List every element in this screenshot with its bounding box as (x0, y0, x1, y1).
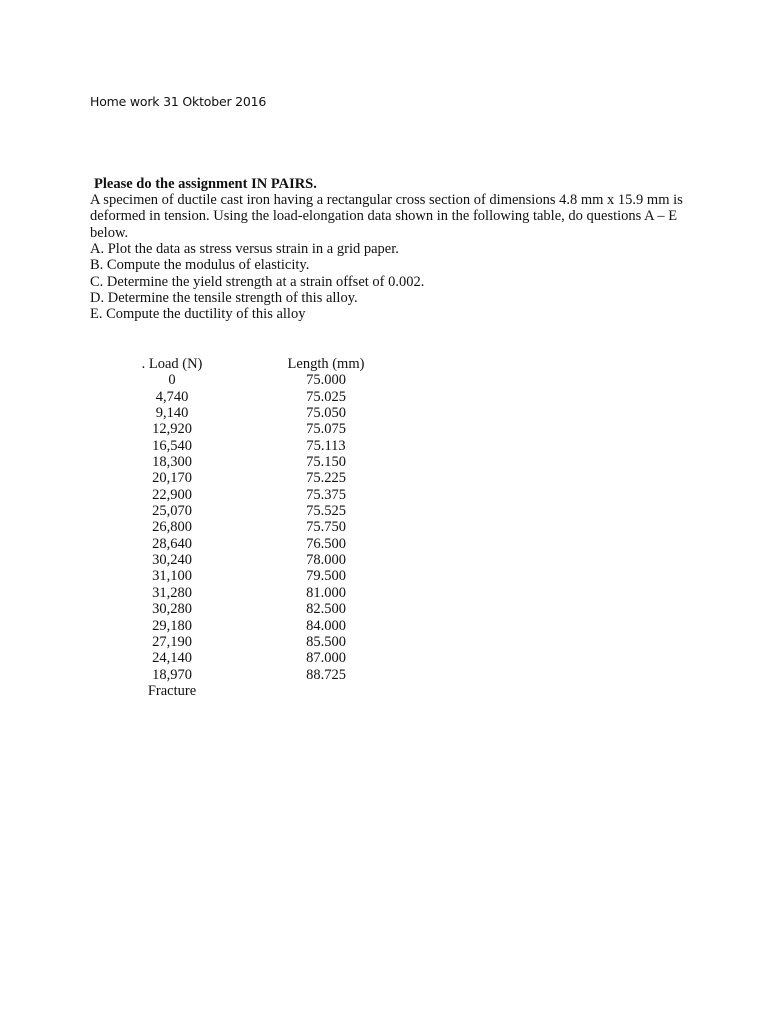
load-cell: 16,540 (152, 437, 192, 454)
question-b: B. Compute the modulus of elasticity. (90, 257, 310, 274)
load-cell: 18,300 (152, 454, 192, 471)
fracture-label: Fracture (147, 682, 197, 699)
load-cell: 12,920 (152, 421, 192, 438)
load-cell: 25,070 (152, 503, 192, 520)
length-cell: 75.225 (306, 470, 346, 487)
length-cell: 88.725 (306, 666, 346, 683)
load-header: . Load (N) (141, 356, 203, 372)
length-cell: 75.050 (306, 405, 346, 422)
length-cell: 75.025 (306, 388, 346, 405)
length-cell: 75.375 (306, 486, 346, 503)
load-cell: 27,190 (152, 633, 192, 650)
length-header: Length (mm) (287, 356, 365, 372)
load-cell: 4,740 (155, 388, 189, 405)
load-cell: 22,900 (152, 486, 192, 503)
question-d: D. Determine the tensile strength of this alloy. (90, 290, 358, 307)
length-column (266, 356, 386, 683)
length-cell: 75.113 (306, 437, 346, 454)
length-cell: 78.000 (306, 552, 346, 569)
load-cell: 30,280 (152, 601, 192, 618)
question-a: A. Plot the data as stress versus strain in a grid paper. (90, 241, 399, 258)
load-cell: 0 (168, 372, 176, 389)
paragraph-line: below. (90, 224, 129, 241)
load-cell: 28,640 (152, 535, 192, 552)
question-c: C. Determine the yield strength at a strain offset of 0.002. (90, 273, 425, 290)
length-cell: 79.500 (306, 568, 346, 585)
paragraph-line: A specimen of ductile cast iron having a rectangular cross section of dimensions 4.8 mm x 15.9 mm is (90, 192, 683, 208)
question-e: E. Compute the ductility of this alloy (90, 306, 306, 323)
length-cell: 75.150 (306, 454, 346, 471)
length-cell: 75.000 (306, 372, 346, 389)
length-cell: 75.075 (306, 421, 346, 438)
load-cell: 24,140 (152, 650, 192, 667)
load-cell: 31,100 (152, 568, 192, 585)
length-cell: 85.500 (306, 633, 346, 650)
length-cell: 81.000 (306, 584, 346, 601)
load-cell: 31,280 (152, 584, 192, 601)
homework-heading: Home work 31 Oktober 2016 (90, 94, 267, 109)
length-cell: 84.000 (306, 617, 346, 634)
load-cell: 18,970 (152, 666, 192, 683)
paragraph-line: deformed in tension. Using the load-elongation data shown in the following table, do questions A – E (90, 208, 678, 225)
instructions-line: Please do the assignment IN PAIRS. (94, 176, 317, 192)
length-cell: 82.500 (306, 601, 346, 618)
load-cell: 20,170 (152, 470, 192, 487)
length-cell: 87.000 (306, 650, 346, 667)
load-cell: 29,180 (152, 617, 192, 634)
length-cell: 76.500 (306, 535, 346, 552)
load-cell: 26,800 (152, 519, 192, 536)
length-cell: 75.750 (306, 519, 346, 536)
load-cell: 9,140 (155, 405, 189, 422)
length-cell: 75.525 (306, 503, 346, 520)
load-cell: 30,240 (152, 552, 192, 569)
load-column (112, 356, 232, 699)
assignment-text (90, 192, 683, 323)
